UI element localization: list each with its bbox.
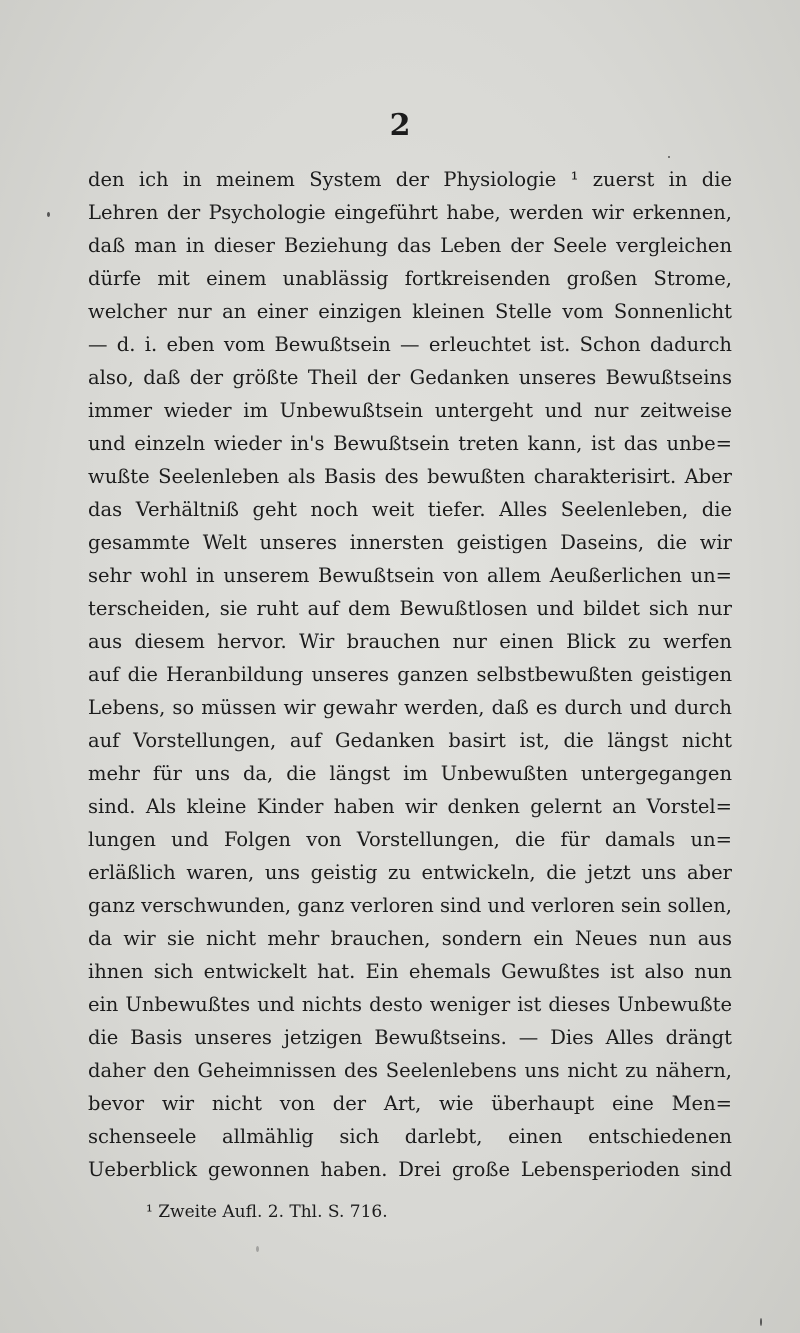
text-line: ein Unbewußtes und nichts desto weniger ist dieses Unbewußte — [88, 993, 732, 1016]
text-line: daß man in dieser Beziehung das Leben der Seele vergleichen — [88, 234, 732, 257]
text-line: daher den Geheimnissen des Seelenlebens uns nicht zu nähern, — [88, 1059, 732, 1082]
text-line: auf die Heranbildung unseres ganzen selbstbewußten geistigen — [88, 663, 732, 686]
text-line: Lehren der Psychologie eingeführt habe, werden wir erkennen, — [88, 201, 732, 224]
text-line: lungen und Folgen von Vorstellungen, die für damals un= — [88, 828, 732, 851]
text-line: Lebens, so müssen wir gewahr werden, daß es durch und durch — [88, 696, 732, 719]
text-line: die Basis unseres jetzigen Bewußtseins. — Dies Alles drängt — [88, 1026, 732, 1049]
text-line: immer wieder im Unbewußtsein untergeht und nur zeitweise — [88, 399, 732, 422]
text-line: bevor wir nicht von der Art, wie überhaupt eine Men= — [88, 1092, 732, 1115]
ink-speck — [668, 156, 670, 158]
text-line: ganz verschwunden, ganz verloren sind und verloren sein sollen, — [88, 894, 732, 917]
text-line: welcher nur an einer einzigen kleinen Stelle vom Sonnenlicht — [88, 300, 732, 323]
text-line: mehr für uns da, die längst im Unbewußten untergegangen — [88, 762, 732, 785]
text-line: — d. i. eben vom Bewußtsein — erleuchtet ist. Schon dadurch — [88, 333, 732, 356]
text-line: auf Vorstellungen, auf Gedanken basirt ist, die längst nicht — [88, 729, 732, 752]
text-line: wußte Seelenleben als Basis des bewußten charakterisirt. Aber — [88, 465, 732, 488]
text-line: schenseele allmählig sich darlebt, einen entschiedenen — [88, 1125, 732, 1148]
text-line: terscheiden, sie ruht auf dem Bewußtlosen und bildet sich nur — [88, 597, 732, 620]
text-line: da wir sie nicht mehr brauchen, sondern ein Neues nun aus — [88, 927, 732, 950]
ink-speck — [256, 1246, 259, 1252]
text-line: also, daß der größte Theil der Gedanken unseres Bewußtseins — [88, 366, 732, 389]
text-line: sehr wohl in unserem Bewußtsein von allem Aeußerlichen un= — [88, 564, 732, 587]
text-line: ihnen sich entwickelt hat. Ein ehemals Gewußtes ist also nun — [88, 960, 732, 983]
text-line: aus diesem hervor. Wir brauchen nur einen Blick zu werfen — [88, 630, 732, 653]
page-number: 2 — [389, 108, 411, 143]
text-line: dürfe mit einem unablässig fortkreisenden großen Strome, — [88, 267, 732, 290]
ink-speck — [47, 212, 50, 217]
text-line: Ueberblick gewonnen haben. Drei große Lebensperioden sind — [88, 1158, 732, 1181]
footnote: ¹ Zweite Aufl. 2. Thl. S. 716. — [146, 1202, 388, 1222]
text-line: gesammte Welt unseres innersten geistigen Daseins, die wir — [88, 531, 732, 554]
body-text — [88, 163, 732, 1186]
text-line: sind. Als kleine Kinder haben wir denken gelernt an Vorstel= — [88, 795, 732, 818]
text-line: das Verhältniß geht noch weit tiefer. Alles Seelenleben, die — [88, 498, 732, 521]
text-line: und einzeln wieder in's Bewußtsein treten kann, ist das unbe= — [88, 432, 732, 455]
text-line: den ich in meinem System der Physiologie ¹ zuerst in die — [88, 168, 732, 191]
text-line: erläßlich waren, uns geistig zu entwickeln, die jetzt uns aber — [88, 861, 732, 884]
ink-speck — [760, 1318, 762, 1326]
